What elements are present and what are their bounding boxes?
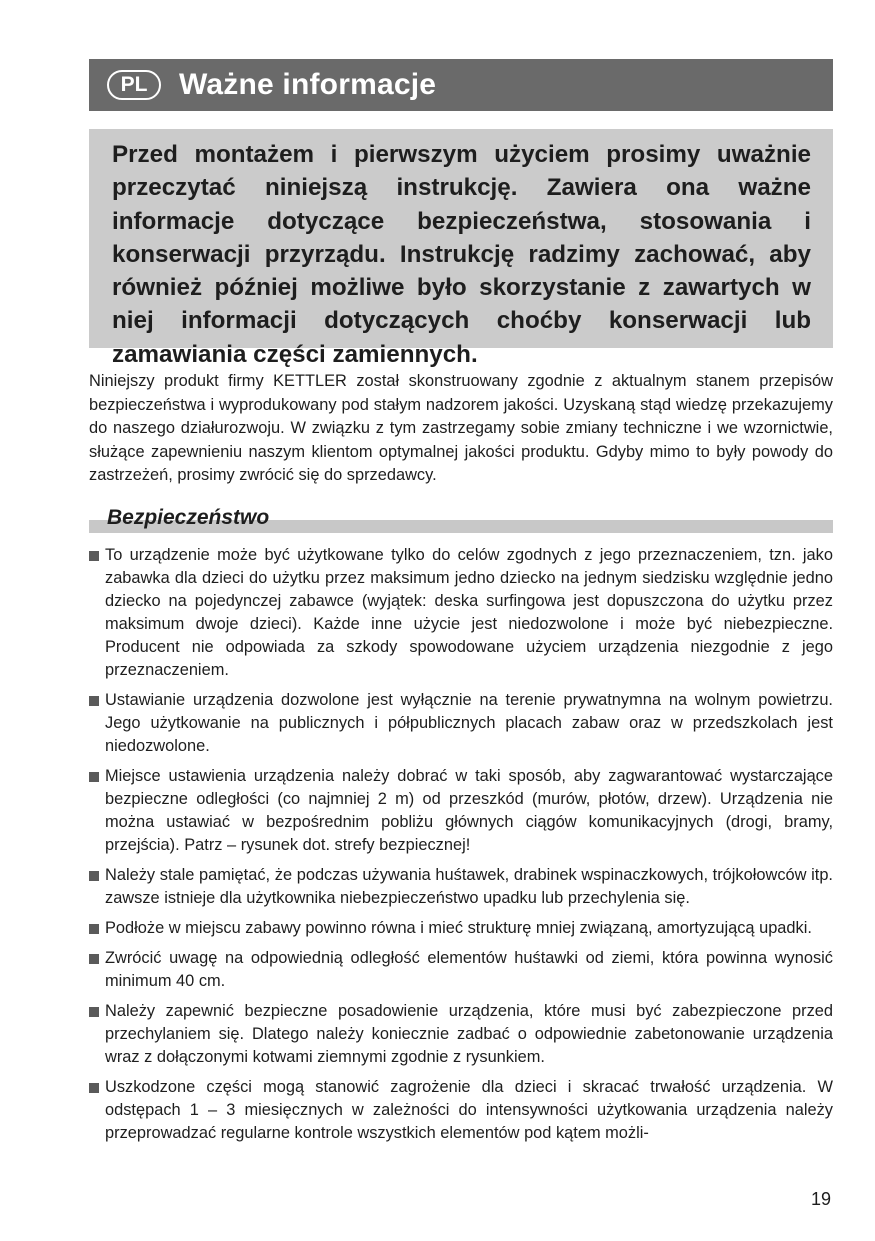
- intro-text: Przed montażem i pierwszym użyciem prosimy uważnie przeczytać niniejszą instrukcję. Zawiera ona ważne informacje dotyczące bezpieczeństwa, stosowania i konserwacji przyrządu. Instrukcję radzimy zachować, aby również później możliwe było skorzystanie z zawartych w niej informacji dotyczących choćby konserwacji lub zamawiania części zamiennych.: [112, 141, 811, 368]
- safety-list: [89, 544, 833, 1152]
- bullet-square-icon: [89, 1083, 99, 1093]
- page-number: 19: [810, 1189, 831, 1209]
- section-title: Bezpieczeństwo: [107, 506, 270, 529]
- bullet-square-icon: [89, 551, 99, 561]
- bullet-square-icon: [89, 924, 99, 934]
- list-item: [89, 765, 833, 857]
- bullet-square-icon: [89, 1007, 99, 1017]
- list-item: [89, 1000, 833, 1069]
- list-item: [89, 689, 833, 758]
- page-header: [89, 59, 833, 111]
- list-item-text: Należy stale pamiętać, że podczas używania huśtawek, drabinek wspinaczkowych, trójkołowców itp. zawsze istnieje dla użytkownika niebezpieczeństwo upadku lub przechylenia się.: [105, 866, 833, 907]
- list-item: [89, 1076, 833, 1145]
- language-badge: PL: [107, 70, 161, 100]
- list-item: [89, 947, 833, 993]
- bullet-square-icon: [89, 954, 99, 964]
- list-item-text: To urządzenie może być użytkowane tylko do celów zgodnych z jego przeznaczeniem, tzn. jako zabawka dla dzieci do użytku przez maksimum jedno dziecko na jednym siedzisku względnie jedno dziecko na pojedynczej zabawce (wyjątek: deska surfingowa jest dopuszczona do użytku przez maksimum dwoje dzieci). Każde inne użycie jest niedozwolone i może być niebezpieczne. Producent nie odpowiada za szkody spowodowane użyciem urządzenia niezgodnie z jego przeznaczeniem.: [105, 546, 833, 679]
- list-item: [89, 917, 833, 940]
- list-item-text: Należy zapewnić bezpieczne posadowienie urządzenia, które musi być zabezpieczone przed przechylaniem się. Dlatego należy koniecznie zadbać o odpowiednie zabetonowanie urządzenia wraz z dołączonymi kotwami ziemnymi zgodnie z rysunkiem.: [105, 1002, 833, 1066]
- list-item-text: Uszkodzone części mogą stanowić zagrożenie dla dzieci i skracać trwałość urządzenia. W odstępach 1 – 3 miesięcznych w zależności do intensywności użytkowania urządzenia należy przeprowadzać regularne kontrole wszystkich elementów pod kątem możli-: [105, 1078, 833, 1142]
- section-heading: [89, 506, 833, 532]
- page-title: Ważne informacje: [179, 68, 437, 101]
- list-item-text: Ustawianie urządzenia dozwolone jest wyłącznie na terenie prywatnymna na wolnym powietrzu. Jego użytkowanie na publicznych i półpublicznych placach zabaw oraz w przedszkolach jest niedozwolone.: [105, 691, 833, 755]
- list-item: [89, 864, 833, 910]
- list-item-text: Zwrócić uwagę na odpowiednią odległość elementów huśtawki od ziemi, która powinna wynosić minimum 40 cm.: [105, 949, 833, 990]
- list-item-text: Miejsce ustawienia urządzenia należy dobrać w taki sposób, aby zagwarantować wystarczające bezpieczne odległości (co najmniej 2 m) od przeszkód (murów, płotów, drzew). Urządzenia nie można ustawiać w bezpośrednim pobliżu głównych ciągów komunikacyjnych (drogi, bramy, przejścia). Patrz – rysunek dot. strefy bezpiecznej!: [105, 767, 833, 854]
- intro-box: [89, 129, 833, 368]
- list-item: [89, 544, 833, 682]
- product-paragraph: Niniejszy produkt firmy KETTLER został skonstruowany zgodnie z aktualnym stanem przepisów bezpieczeństwa i wyprodukowany pod stałym nadzorem jakości. Uzyskaną stąd wiedzę przekazujemy do naszego działurozwoju. W związku z tym zastrzegamy sobie zmiany techniczne i we wzornictwie, służące zapewnieniu naszym klientom optymalnej jakości produktu. Gdyby mimo to były powody do zastrzeżeń, prosimy zwrócić się do sprzedawcy.: [89, 372, 833, 485]
- bullet-square-icon: [89, 772, 99, 782]
- bullet-square-icon: [89, 696, 99, 706]
- bullet-square-icon: [89, 871, 99, 881]
- list-item-text: Podłoże w miejscu zabawy powinno równa i mieć strukturę mniej związaną, amortyzującą upadki.: [105, 919, 812, 937]
